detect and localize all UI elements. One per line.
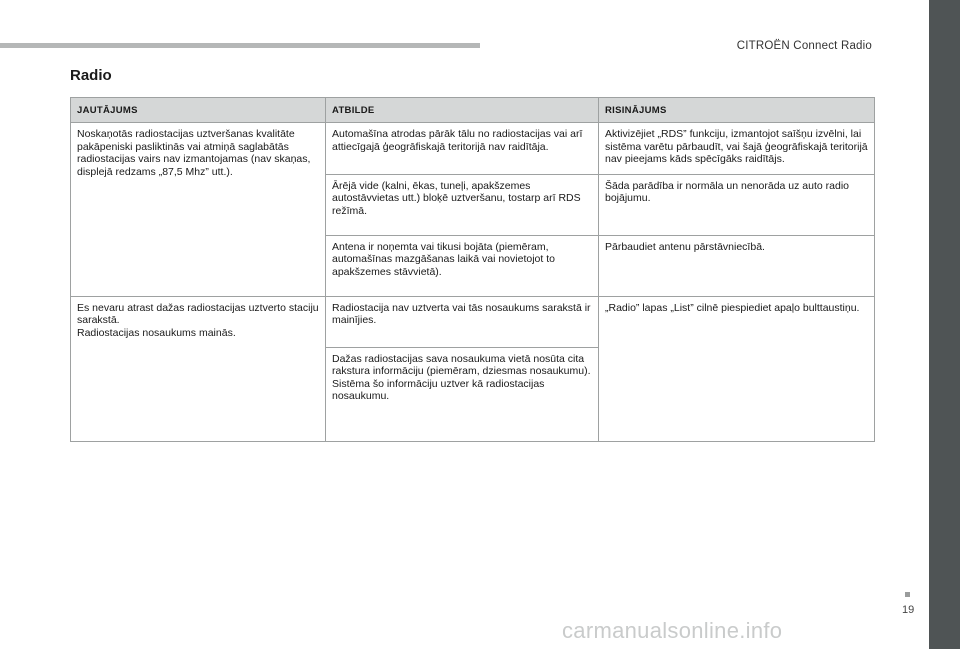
answer-cell: Dažas radiostacijas sava nosaukuma vietā nosūta cita rakstura informāciju (piemēram, dziesmas nosaukumu). Sistēma šo informāciju uztver kā radiostacijas nosaukumu. (326, 347, 599, 441)
side-band (929, 0, 960, 649)
page-number: 19 (902, 604, 915, 616)
answer-cell: Radiostacija nav uztverta vai tās nosaukums sarakstā ir mainījies. (326, 296, 599, 347)
solution-cell: Pārbaudiet antenu pārstāvniecībā. (599, 235, 875, 296)
header-solution: RISINĀJUMS (599, 98, 875, 123)
troubleshooting-table (70, 97, 875, 442)
header-bar (0, 43, 480, 48)
watermark: carmanualsonline.info (562, 618, 783, 643)
page-marker (905, 592, 910, 597)
brand-title: CITROËN Connect Radio (736, 40, 872, 52)
solution-cell: Aktivizējiet „RDS” funkciju, izmantojot saīšņu izvēlni, lai sistēma varētu pārbaudīt, vai šajā ģeogrāfiskajā teritorijā nav pieejams kāds spēcīgāks raidītājs. (599, 123, 875, 175)
answer-cell: Automašīna atrodas pārāk tālu no radiostacijas vai arī attiecīgajā ģeogrāfiskajā teritorijā nav raidītāja. (326, 123, 599, 175)
table-header-row (71, 98, 875, 123)
page-title: Radio (70, 67, 112, 84)
table-row (71, 123, 875, 175)
question-cell: Noskaņotās radiostacijas uztveršanas kvalitāte pakāpeniski pasliktinās vai atmiņā saglabātās radiostacijas vairs nav izmantojamas (nav skaņas, displejā redzams „87,5 Mhz” utt.). (71, 123, 326, 297)
solution-cell: Šāda parādība ir normāla un nenorāda uz auto radio bojājumu. (599, 174, 875, 235)
table-row (71, 296, 875, 347)
solution-cell: „Radio” lapas „List” cilnē piespiediet apaļo bulttaustiņu. (599, 296, 875, 441)
header-question: JAUTĀJUMS (71, 98, 326, 123)
question-cell: Es nevaru atrast dažas radiostacijas uztverto staciju sarakstā. Radiostacijas nosaukums mainās. (71, 296, 326, 441)
answer-cell: Antena ir noņemta vai tikusi bojāta (piemēram, automašīnas mazgāšanas laikā vai novietojot to apakšzemes stāvvietā). (326, 235, 599, 296)
answer-cell: Ārējā vide (kalni, ēkas, tuneļi, apakšzemes autostāvvietas utt.) bloķē uztveršanu, tostarp arī RDS režīmā. (326, 174, 599, 235)
header-answer: ATBILDE (326, 98, 599, 123)
